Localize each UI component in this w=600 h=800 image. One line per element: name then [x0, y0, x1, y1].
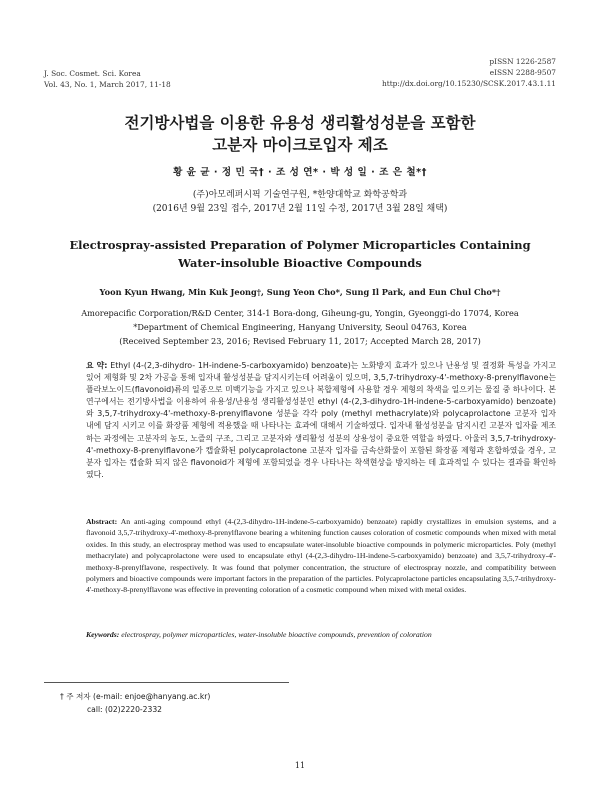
- footnote-email: † 주 저자 (e-mail: enjoe@hanyang.ac.kr): [60, 692, 211, 701]
- footnote: [60, 690, 210, 716]
- footnote-divider: [44, 682, 289, 683]
- english-abstract: [86, 516, 556, 596]
- english-dates: (Received September 23, 2016; Revised February 11, 2017; Accepted March 28, 2017): [119, 336, 481, 346]
- korean-abstract-label: 요 약:: [86, 361, 108, 370]
- korean-affiliation-line1: (주)아모레퍼시픽 기술연구원, *한양대학교 화학공학과: [192, 190, 408, 200]
- keywords-text: electrospray, polymer microparticles, water-insoluble bioactive compounds, prevention of coloration: [121, 630, 432, 639]
- english-title: [40, 236, 560, 272]
- korean-title-line1: 전기방사법을 이용한 유용성 생리활성성분을 포함한: [124, 114, 476, 132]
- english-affiliation-line2: *Department of Chemical Engineering, Hanyang University, Seoul 04763, Korea: [133, 322, 467, 332]
- page-number: 11: [294, 761, 306, 770]
- journal-header-left: [44, 68, 171, 90]
- keywords-label: Keywords:: [86, 630, 120, 639]
- footnote-phone: call: (02)2220-2332: [87, 705, 162, 714]
- eissn: eISSN 2288-9507: [489, 68, 556, 77]
- doi-link[interactable]: http://dx.doi.org/10.15230/SCSK.2017.43.1.11: [381, 79, 556, 88]
- korean-dates: (2016년 9월 23일 접수, 2017년 2월 11일 수정, 2017년 3월 28일 채택): [152, 204, 448, 214]
- korean-abstract: [86, 360, 556, 481]
- english-affiliation: [40, 306, 560, 348]
- english-affiliation-line1: Amorepacific Corporation/R&D Center, 314-1 Bora-dong, Giheung-gu, Yongin, Gyeonggi-do 17074, Korea: [81, 308, 519, 318]
- english-title-line2: Water-insoluble Bioactive Compounds: [178, 256, 422, 270]
- english-title-line1: Electrospray-assisted Preparation of Polymer Microparticles Containing: [69, 238, 531, 252]
- english-authors: Yoon Kyun Hwang, Min Kuk Jeong†, Sung Yeon Cho*, Sung Il Park, and Eun Chul Cho*†: [99, 287, 501, 297]
- english-abstract-label: Abstract:: [86, 517, 118, 526]
- journal-header-right: [382, 56, 556, 89]
- keywords: [86, 630, 556, 639]
- korean-authors: 황 윤 균 · 정 민 국† · 조 성 연* · 박 성 일 · 조 은 철*†: [173, 167, 427, 178]
- english-abstract-text: An anti-aging compound ethyl (4-(2,3-dihydro-1H-indene-5-carboxyamido) benzoate) rapidly crystallizes in emulsion systems, and a flavonoid 3,5,7-trihydroxy-4'-methoxy-8-prenylflavone bearing a whitening function causes coloration of cosmetic compounds when mixed with metal oxides. In this study, an electrospray method was used to encapsulate water-insoluble bioactive compounds in polymeric microparticles. Poly (methyl methacrylate) and polycaprolactone were used to encapsulate ethyl (4-(2,3-dihydro-1H-indene-5-carboxyamido) benzoate) and 3,5,7-trihydroxy-4'-methoxy-8-prenylflavone, respectively. It was found that polymer concentration, the structure of electrospray nozzle, and compatibility between polymers and bioactive compounds were important factors in the preparation of the particles. Polycaprolactone particles encapsulating 3,5,7-trihydroxy-4'-methoxy-8-prenylflavone was effective in preventing coloration of a cosmetic compound when mixed with metal oxides.: [86, 517, 556, 595]
- korean-affiliation: [40, 188, 560, 216]
- korean-title-line2: 고분자 마이크로입자 제조: [212, 136, 388, 154]
- journal-name: J. Soc. Cosmet. Sci. Korea: [44, 69, 141, 78]
- volume-info: Vol. 43, No. 1, March 2017, 11-18: [44, 80, 171, 89]
- pissn: pISSN 1226-2587: [489, 57, 556, 66]
- korean-title: [40, 112, 560, 156]
- korean-abstract-text: Ethyl (4-(2,3-dihydro- 1H-indene-5-carboxyamido) benzoate)는 노화방지 효과가 있으나 난용성 및 결정화 특성을 가지고 있어 제형화 및 2차 가공을 통해 입자내 활성성분을 담지시키는데 어려움이 있으며, 3,5,7-trihydroxy-4'-methoxy-8-prenylflavone는 플라보노이드(flavonoid)류의 일종으로 미백기능을 가지고 있으나 복합제형에 사용할 경우 제형의 착색을 일으키는 물질 중 하나이다. 본 연구에서는 전기방사법을 이용하여 유용성/난용성 생리활성성분인 ethyl (4-(2,3-dihydro-1H-indene-5-carboxyamido) benzoate)와 3,5,7-trihydroxy-4'-methoxy-8-prenylflavone 성분을 각각 poly (methyl methacrylate)와 polycaprolactone 고분자 입자 내에 담지 시키고 이를 화장품 제형에 적용했을 때 나타나는 효과에 대해서 기술하였다. 입자내 활성성분을 담지시킨 고분자 입자를 제조하는 과정에는 고분자의 농도, 노즐의 구조, 그리고 고분자와 생리활성 성분의 상용성이 중요한 역할을 하였다. 아울러 3,5,7-trihydroxy-4'-methoxy-8-prenylflavone가 캡슐화된 polycaprolactone 고분자 입자를 금속산화물이 포함된 화장품 제형과 혼합하였을 경우, 고분자 입자는 캡슐화 되지 않은 flavonoid가 제형에 포함되었을 경우 나타나는 착색현상을 방지하는 데 효과적일 수 있다는 결과를 확인하였다.: [86, 361, 556, 479]
